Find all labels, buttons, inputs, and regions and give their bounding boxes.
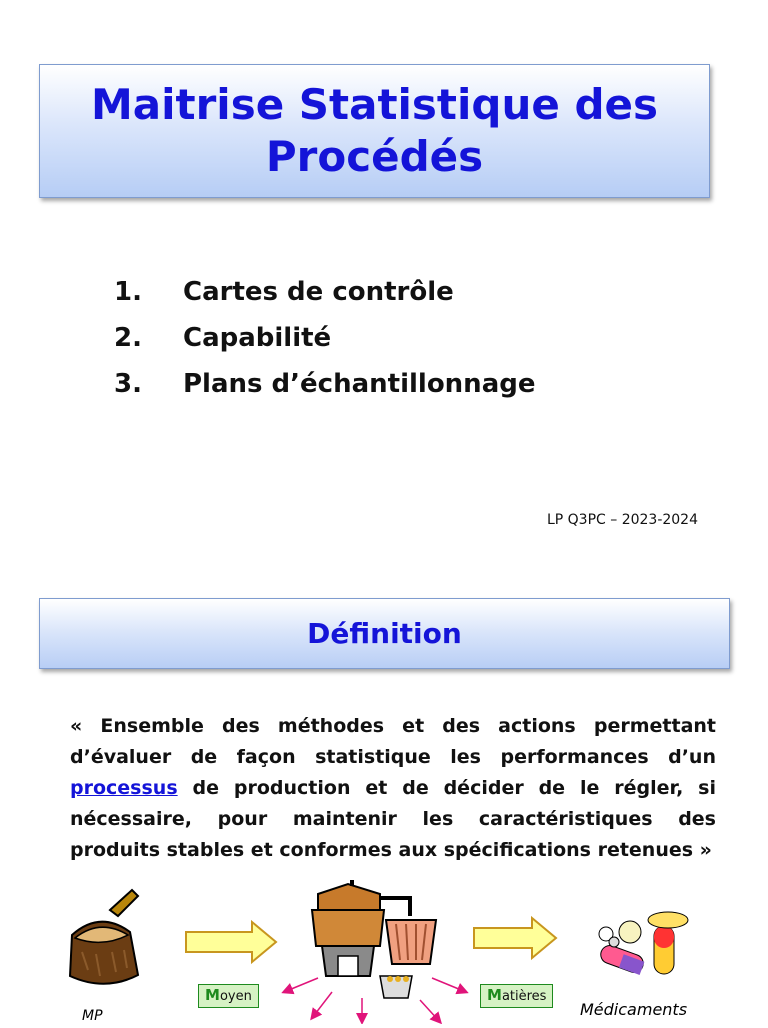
title-line-2: Procédés — [265, 132, 484, 181]
factor-arrow-icon — [284, 978, 318, 992]
factor-arrow-icon — [312, 992, 332, 1018]
list-number: 1. — [114, 277, 142, 307]
list-label: Cartes de contrôle — [183, 277, 454, 307]
input-caption: MP — [82, 1008, 103, 1024]
factor-arrow-icon — [420, 1000, 440, 1022]
flow-arrow-icon — [474, 918, 556, 958]
flow-arrow-icon — [186, 922, 276, 962]
pills-icon — [598, 912, 688, 975]
title-line-1: Maitrise Statistique des — [90, 80, 659, 129]
list-item — [114, 318, 536, 364]
label-matieres: Matières — [480, 984, 553, 1008]
process-machine-icon — [312, 880, 436, 998]
list-label: Capabilité — [183, 323, 332, 353]
factor-arrow-icon — [432, 978, 466, 992]
list-item — [114, 364, 536, 410]
list-item — [114, 272, 536, 318]
list-number: 2. — [114, 323, 142, 353]
course-footer: LP Q3PC – 2023-2024 — [546, 512, 698, 528]
definition-text: « Ensemble des méthodes et des actions permettant d’évaluer de façon statistique les performances d’un processus de production et de décider de le régler, si nécessaire, pour maintenir les caractéristiques des produits stables et conformes aux spécifications retenues » — [70, 715, 716, 861]
output-caption: Médicaments — [580, 1000, 688, 1019]
outline-list — [114, 272, 536, 410]
processus-link[interactable]: processus — [70, 777, 178, 799]
title-banner — [39, 64, 710, 198]
definition-banner — [39, 598, 730, 669]
page-title — [91, 79, 658, 183]
raw-material-sack-icon — [70, 890, 138, 984]
label-moyen: Moyen — [198, 984, 259, 1008]
list-number: 3. — [114, 369, 142, 399]
definition-heading: Définition — [307, 617, 462, 650]
process-diagram — [0, 880, 768, 1024]
list-label: Plans d’échantillonnage — [183, 369, 536, 399]
